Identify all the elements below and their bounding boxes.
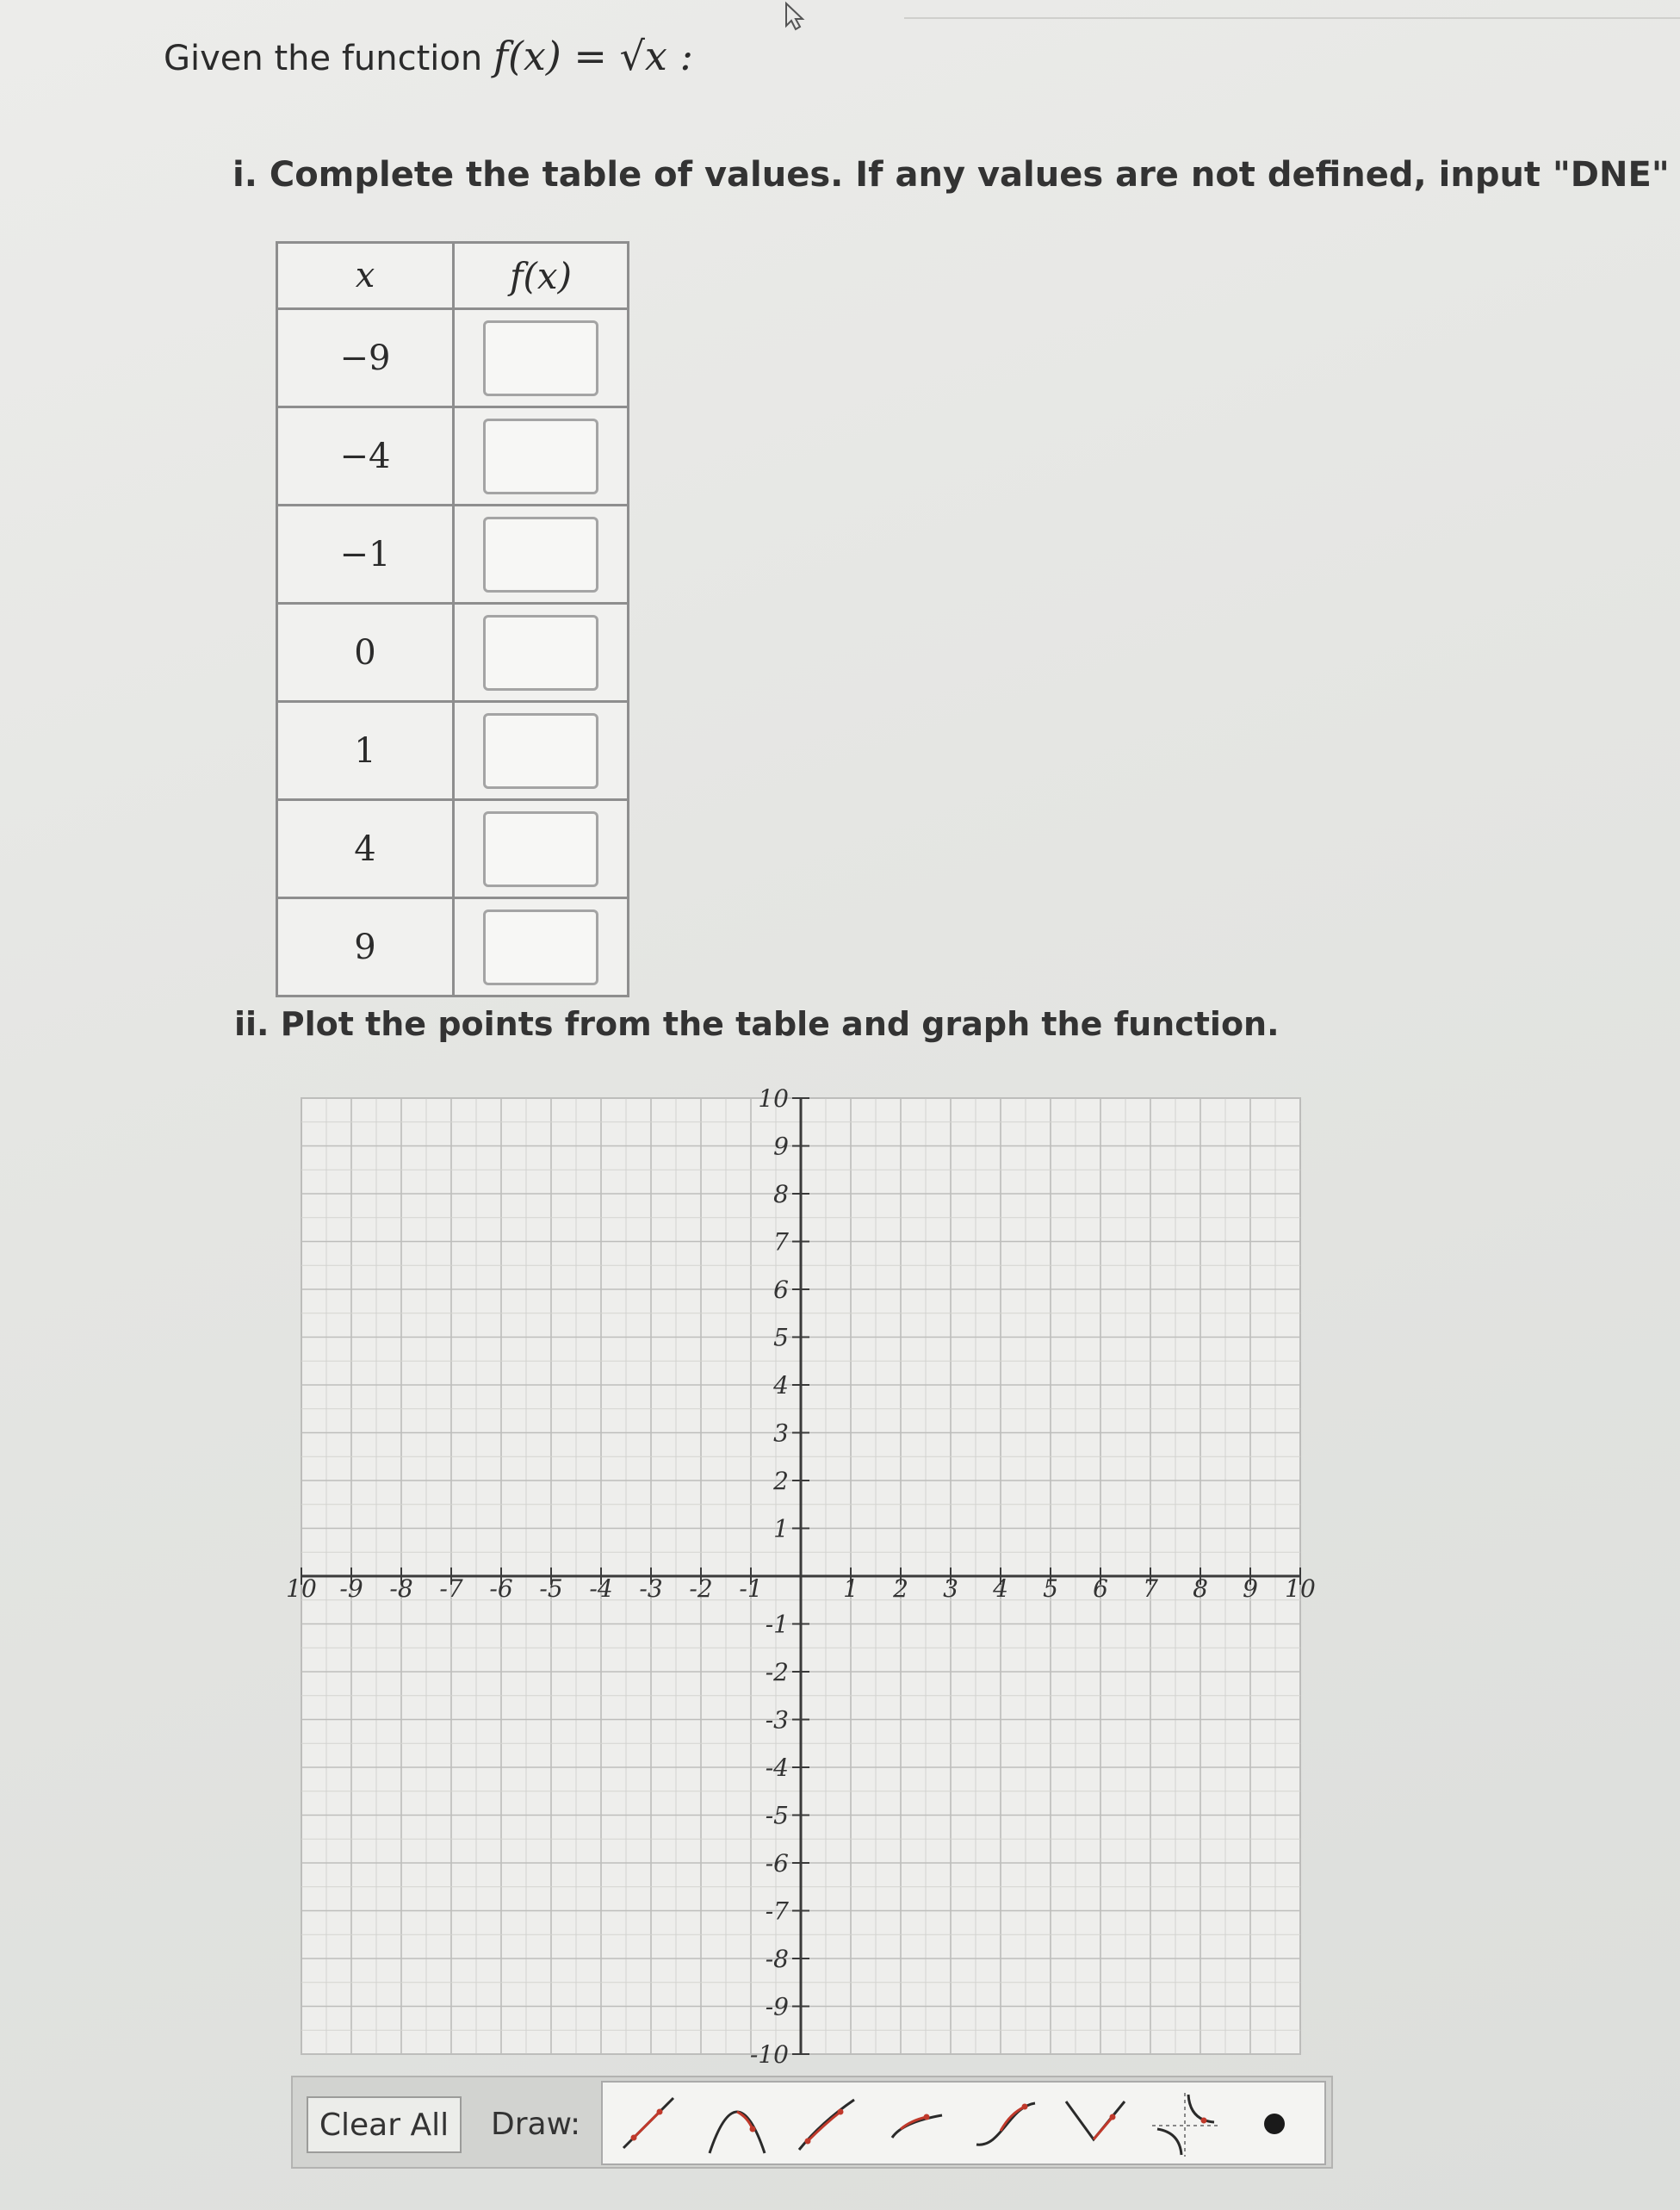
y-tick-label: 3 (773, 1418, 789, 1448)
values-table (276, 241, 629, 997)
y-tick-label: 1 (773, 1514, 789, 1543)
y-tick-label: 2 (773, 1467, 789, 1495)
x-tick-label: -6 (489, 1574, 513, 1603)
y-tick-label: -5 (765, 1801, 789, 1830)
parabola-tool-icon[interactable] (697, 2088, 777, 2160)
y-tick-label: 6 (773, 1276, 789, 1304)
y-tick-label: -1 (765, 1610, 789, 1639)
fx-cell (454, 604, 629, 702)
draw-label: Draw: (491, 2107, 581, 2142)
x-value: −1 (277, 506, 454, 604)
fx-cell (454, 407, 629, 506)
x-tick-label: 1 (843, 1574, 859, 1603)
y-tick-label: -4 (765, 1754, 789, 1782)
x-tick-label: -3 (639, 1574, 663, 1603)
y-tick-label: -6 (765, 1849, 789, 1878)
table-row (277, 898, 629, 996)
fx-input[interactable] (483, 419, 598, 494)
x-value: 1 (277, 702, 454, 800)
function-formula: f(x) = √x : (493, 33, 693, 79)
x-tick-label: -8 (389, 1574, 413, 1603)
sqrt-tool-icon[interactable] (787, 2088, 866, 2160)
x-value: 9 (277, 898, 454, 996)
y-tick-label: 4 (773, 1371, 789, 1400)
clear-all-button[interactable]: Clear All (307, 2096, 462, 2153)
x-value: 0 (277, 604, 454, 702)
absolute-value-tool-icon[interactable] (1056, 2088, 1135, 2160)
point-tool-icon[interactable] (1235, 2088, 1314, 2160)
x-tick-label: 2 (893, 1574, 908, 1603)
x-tick-label: 8 (1193, 1574, 1208, 1603)
rational-tool-icon[interactable] (1145, 2088, 1224, 2160)
y-tick-label: -3 (765, 1705, 789, 1735)
x-tick-label: -9 (339, 1574, 363, 1603)
x-tick-label: 7 (1143, 1574, 1158, 1603)
fx-input[interactable] (483, 811, 598, 887)
y-tick-label: 10 (758, 1084, 789, 1113)
table-row (277, 604, 629, 702)
fx-cell (454, 702, 629, 800)
x-tick-label: 10 (286, 1574, 317, 1603)
top-divider (904, 17, 1680, 19)
x-tick-label: 6 (1093, 1574, 1108, 1603)
fx-input[interactable] (483, 517, 598, 593)
x-value: −4 (277, 407, 454, 506)
y-tick-label: -7 (765, 1897, 789, 1926)
table-row (277, 506, 629, 604)
x-tick-label: 10 (1285, 1574, 1316, 1603)
x-tick-label: -7 (439, 1574, 463, 1603)
y-tick-label: 7 (773, 1227, 789, 1257)
y-tick-label: 8 (773, 1180, 789, 1208)
line-tool-icon[interactable] (608, 2088, 687, 2160)
cubic-tool-icon[interactable] (966, 2088, 1045, 2160)
y-tick-label: -10 (749, 2040, 789, 2069)
mouse-cursor-icon (779, 0, 814, 34)
x-tick-label: -4 (589, 1574, 613, 1603)
table-row (277, 702, 629, 800)
graph-area[interactable] (284, 1081, 1317, 2071)
table-header-row (277, 243, 629, 309)
x-tick-label: 3 (943, 1574, 958, 1603)
x-tick-label: -5 (539, 1574, 563, 1603)
table-row (277, 800, 629, 898)
title-prefix: Given the function (164, 39, 483, 78)
instruction-part-2: ii. Plot the points from the table and graph the function. (234, 1005, 1280, 1043)
instruction-part-1: i. Complete the table of values. If any values are not defined, input "DNE" (232, 155, 1670, 195)
fx-cell (454, 506, 629, 604)
coordinate-plane[interactable] (284, 1081, 1317, 2071)
draw-toolbar (291, 2076, 1333, 2169)
fx-cell (454, 800, 629, 898)
fx-input[interactable] (483, 713, 598, 789)
draw-tools (601, 2081, 1326, 2165)
x-tick-label: -2 (689, 1574, 713, 1603)
x-tick-label: 4 (993, 1574, 1008, 1603)
x-tick-label: -1 (739, 1574, 763, 1603)
fx-input[interactable] (483, 909, 598, 985)
x-value: 4 (277, 800, 454, 898)
fx-cell (454, 898, 629, 996)
fx-cell (454, 309, 629, 407)
table-row (277, 407, 629, 506)
y-tick-label: -2 (765, 1658, 789, 1686)
x-tick-label: 5 (1043, 1574, 1058, 1603)
x-value: −9 (277, 309, 454, 407)
y-tick-label: 9 (773, 1132, 789, 1161)
page-title (164, 33, 693, 79)
log-tool-icon[interactable] (877, 2088, 956, 2160)
y-tick-label: 5 (773, 1323, 789, 1352)
y-tick-label: -9 (765, 1992, 789, 2021)
header-x: x (277, 243, 454, 309)
fx-input[interactable] (483, 615, 598, 691)
x-tick-label: 9 (1243, 1574, 1258, 1603)
table-row (277, 309, 629, 407)
header-fx: f(x) (454, 243, 629, 309)
fx-input[interactable] (483, 320, 598, 396)
y-tick-label: -8 (765, 1945, 789, 1973)
